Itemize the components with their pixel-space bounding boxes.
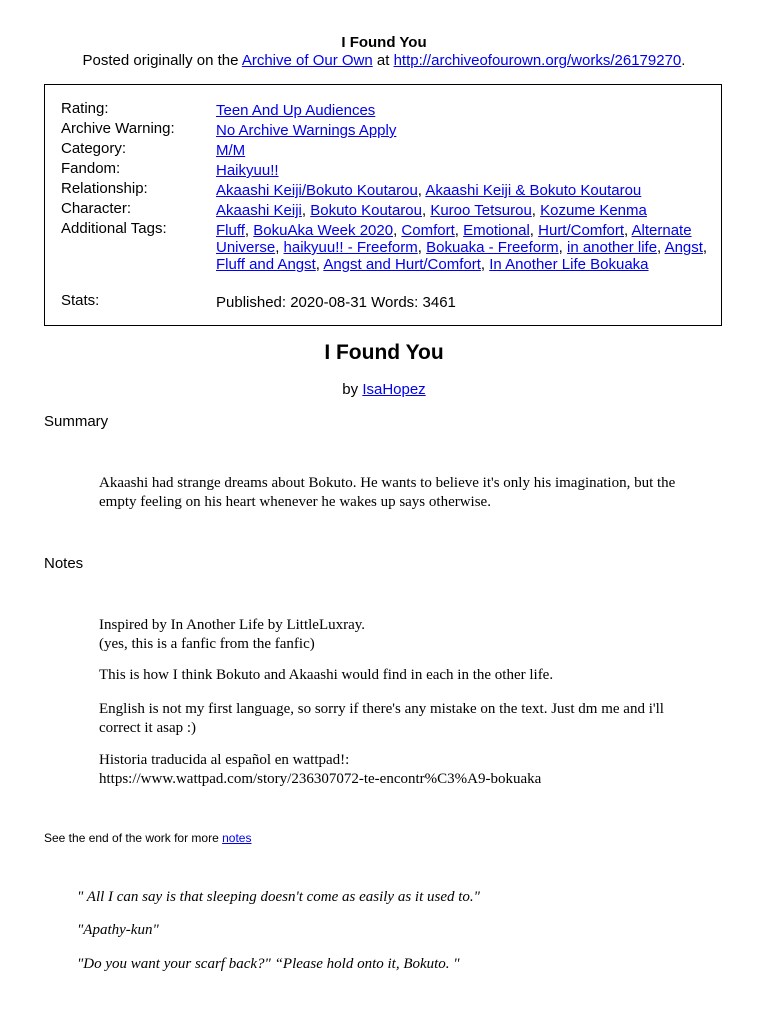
- wattpad-url-text: https://www.wattpad.com/story/236307072-te-encontr%C3%A9-bokuaka: [99, 771, 542, 787]
- notes-line: Historia traducida al español en wattpad!:: [99, 752, 350, 768]
- category-label: Category:: [61, 140, 127, 157]
- warning-label: Archive Warning:: [61, 120, 175, 137]
- tag-link[interactable]: Bokuaka - Freeform: [426, 239, 559, 256]
- notes-heading: Notes: [44, 555, 84, 572]
- relationship-link[interactable]: Akaashi Keiji/Bokuto Koutarou: [216, 182, 418, 199]
- notes-line: (yes, this is a fanfic from the fanfic): [99, 636, 315, 652]
- tag-link[interactable]: Fluff and Angst: [216, 256, 316, 273]
- work-url-link[interactable]: http://archiveofourown.org/works/26179270: [393, 52, 682, 69]
- end-notes-link[interactable]: notes: [222, 831, 252, 845]
- end-notes-pointer: [44, 831, 251, 845]
- by-text: by: [342, 381, 359, 398]
- tags-label: Additional Tags:: [61, 220, 167, 237]
- character-link[interactable]: Kuroo Tetsurou: [430, 202, 532, 219]
- character-link[interactable]: Bokuto Koutarou: [310, 202, 422, 219]
- posted-prefix: Posted originally on the: [82, 52, 239, 69]
- story-line: "Apathy-kun": [77, 922, 159, 938]
- summary-text: Akaashi had strange dreams about Bokuto. He wants to believe it's only his imagination, but the empty feeling on his heart whenever he wakes up says otherwise.: [99, 475, 676, 510]
- tag-link[interactable]: BokuAka Week 2020: [253, 222, 394, 239]
- character-link[interactable]: Akaashi Keiji: [216, 202, 302, 219]
- tag-link[interactable]: haikyuu!! - Freeform: [283, 239, 418, 256]
- byline: [0, 381, 768, 398]
- notes-line: Inspired by In Another Life by LittleLuxray.: [99, 617, 366, 633]
- archive-link[interactable]: Archive of Our Own: [241, 52, 373, 69]
- posted-originally-line: [0, 52, 768, 69]
- tag-link[interactable]: Fluff: [216, 222, 245, 239]
- rating-link[interactable]: Teen And Up Audiences: [216, 102, 376, 119]
- fandom-label: Fandom:: [61, 160, 121, 177]
- notes-paragraph-3: English is not my first language, so sorry if there's any mistake on the text. Just dm me and i'll correct it asap :): [99, 701, 664, 736]
- tag-link[interactable]: in another life: [566, 239, 658, 256]
- character-label: Character:: [61, 200, 132, 217]
- at-text: at: [376, 52, 390, 69]
- stats-value: Published: 2020-08-31 Words: 3461: [216, 294, 456, 311]
- notes-paragraph-1: [99, 616, 679, 654]
- tag-link[interactable]: Comfort: [401, 222, 455, 239]
- tag-link[interactable]: Emotional: [463, 222, 530, 239]
- relationship-link[interactable]: Akaashi Keiji & Bokuto Koutarou: [425, 182, 642, 199]
- warning-link[interactable]: No Archive Warnings Apply: [216, 122, 397, 139]
- category-link[interactable]: M/M: [216, 142, 246, 159]
- character-link[interactable]: Kozume Kenma: [540, 202, 647, 219]
- relationship-label: Relationship:: [61, 180, 148, 197]
- tag-link[interactable]: Angst and Hurt/Comfort: [323, 256, 481, 273]
- story-line: " All I can say is that sleeping doesn't come as easily as it used to.": [77, 889, 480, 905]
- fandom-link[interactable]: Haikyuu!!: [216, 162, 279, 179]
- end-notes-prefix: See the end of the work for more: [44, 831, 219, 845]
- tag-link[interactable]: Angst: [664, 239, 703, 256]
- period: .: [681, 52, 686, 69]
- rating-label: Rating:: [61, 100, 109, 117]
- story-line: "Do you want your scarf back?" “Please hold onto it, Bokuto. ": [77, 956, 460, 972]
- summary-heading: Summary: [44, 413, 109, 430]
- work-title: I Found You: [324, 341, 444, 364]
- author-link[interactable]: IsaHopez: [362, 381, 426, 398]
- notes-paragraph-4: [99, 751, 679, 789]
- work-metadata-box: Rating: Teen And Up Audiences Archive Warning: No Archive Warnings Apply Category: M/M Fandom: Haikyuu!! Relationship: Akaashi Keiji/Bokuto Koutarou, Akaashi Keiji & Bokuto Koutarou Character: Akaashi Keiji, Bokuto Koutarou, Kuroo Tetsurou, Kozume Kenma Additional Tags: Fluff, BokuAka Week 2020, Comfort, Emotional, Hurt/Comfort, Alternate Universe, haikyuu!! - Freeform, Bokuaka - Freeform, in another life, Angst, Fluff and Angst, Angst and Hurt/Comfort, In Another Life Bokuaka Stats: Published: 2020-08-31 Words: 3461: [44, 84, 722, 326]
- stats-label: Stats:: [61, 292, 100, 309]
- tag-link[interactable]: Hurt/Comfort: [538, 222, 624, 239]
- tag-link[interactable]: In Another Life Bokuaka: [489, 256, 649, 273]
- notes-paragraph-2: This is how I think Bokuto and Akaashi would find in each in the other life.: [99, 667, 554, 683]
- tag-link[interactable]: Alternate Universe: [216, 222, 692, 256]
- document-header-title: I Found You: [341, 34, 427, 51]
